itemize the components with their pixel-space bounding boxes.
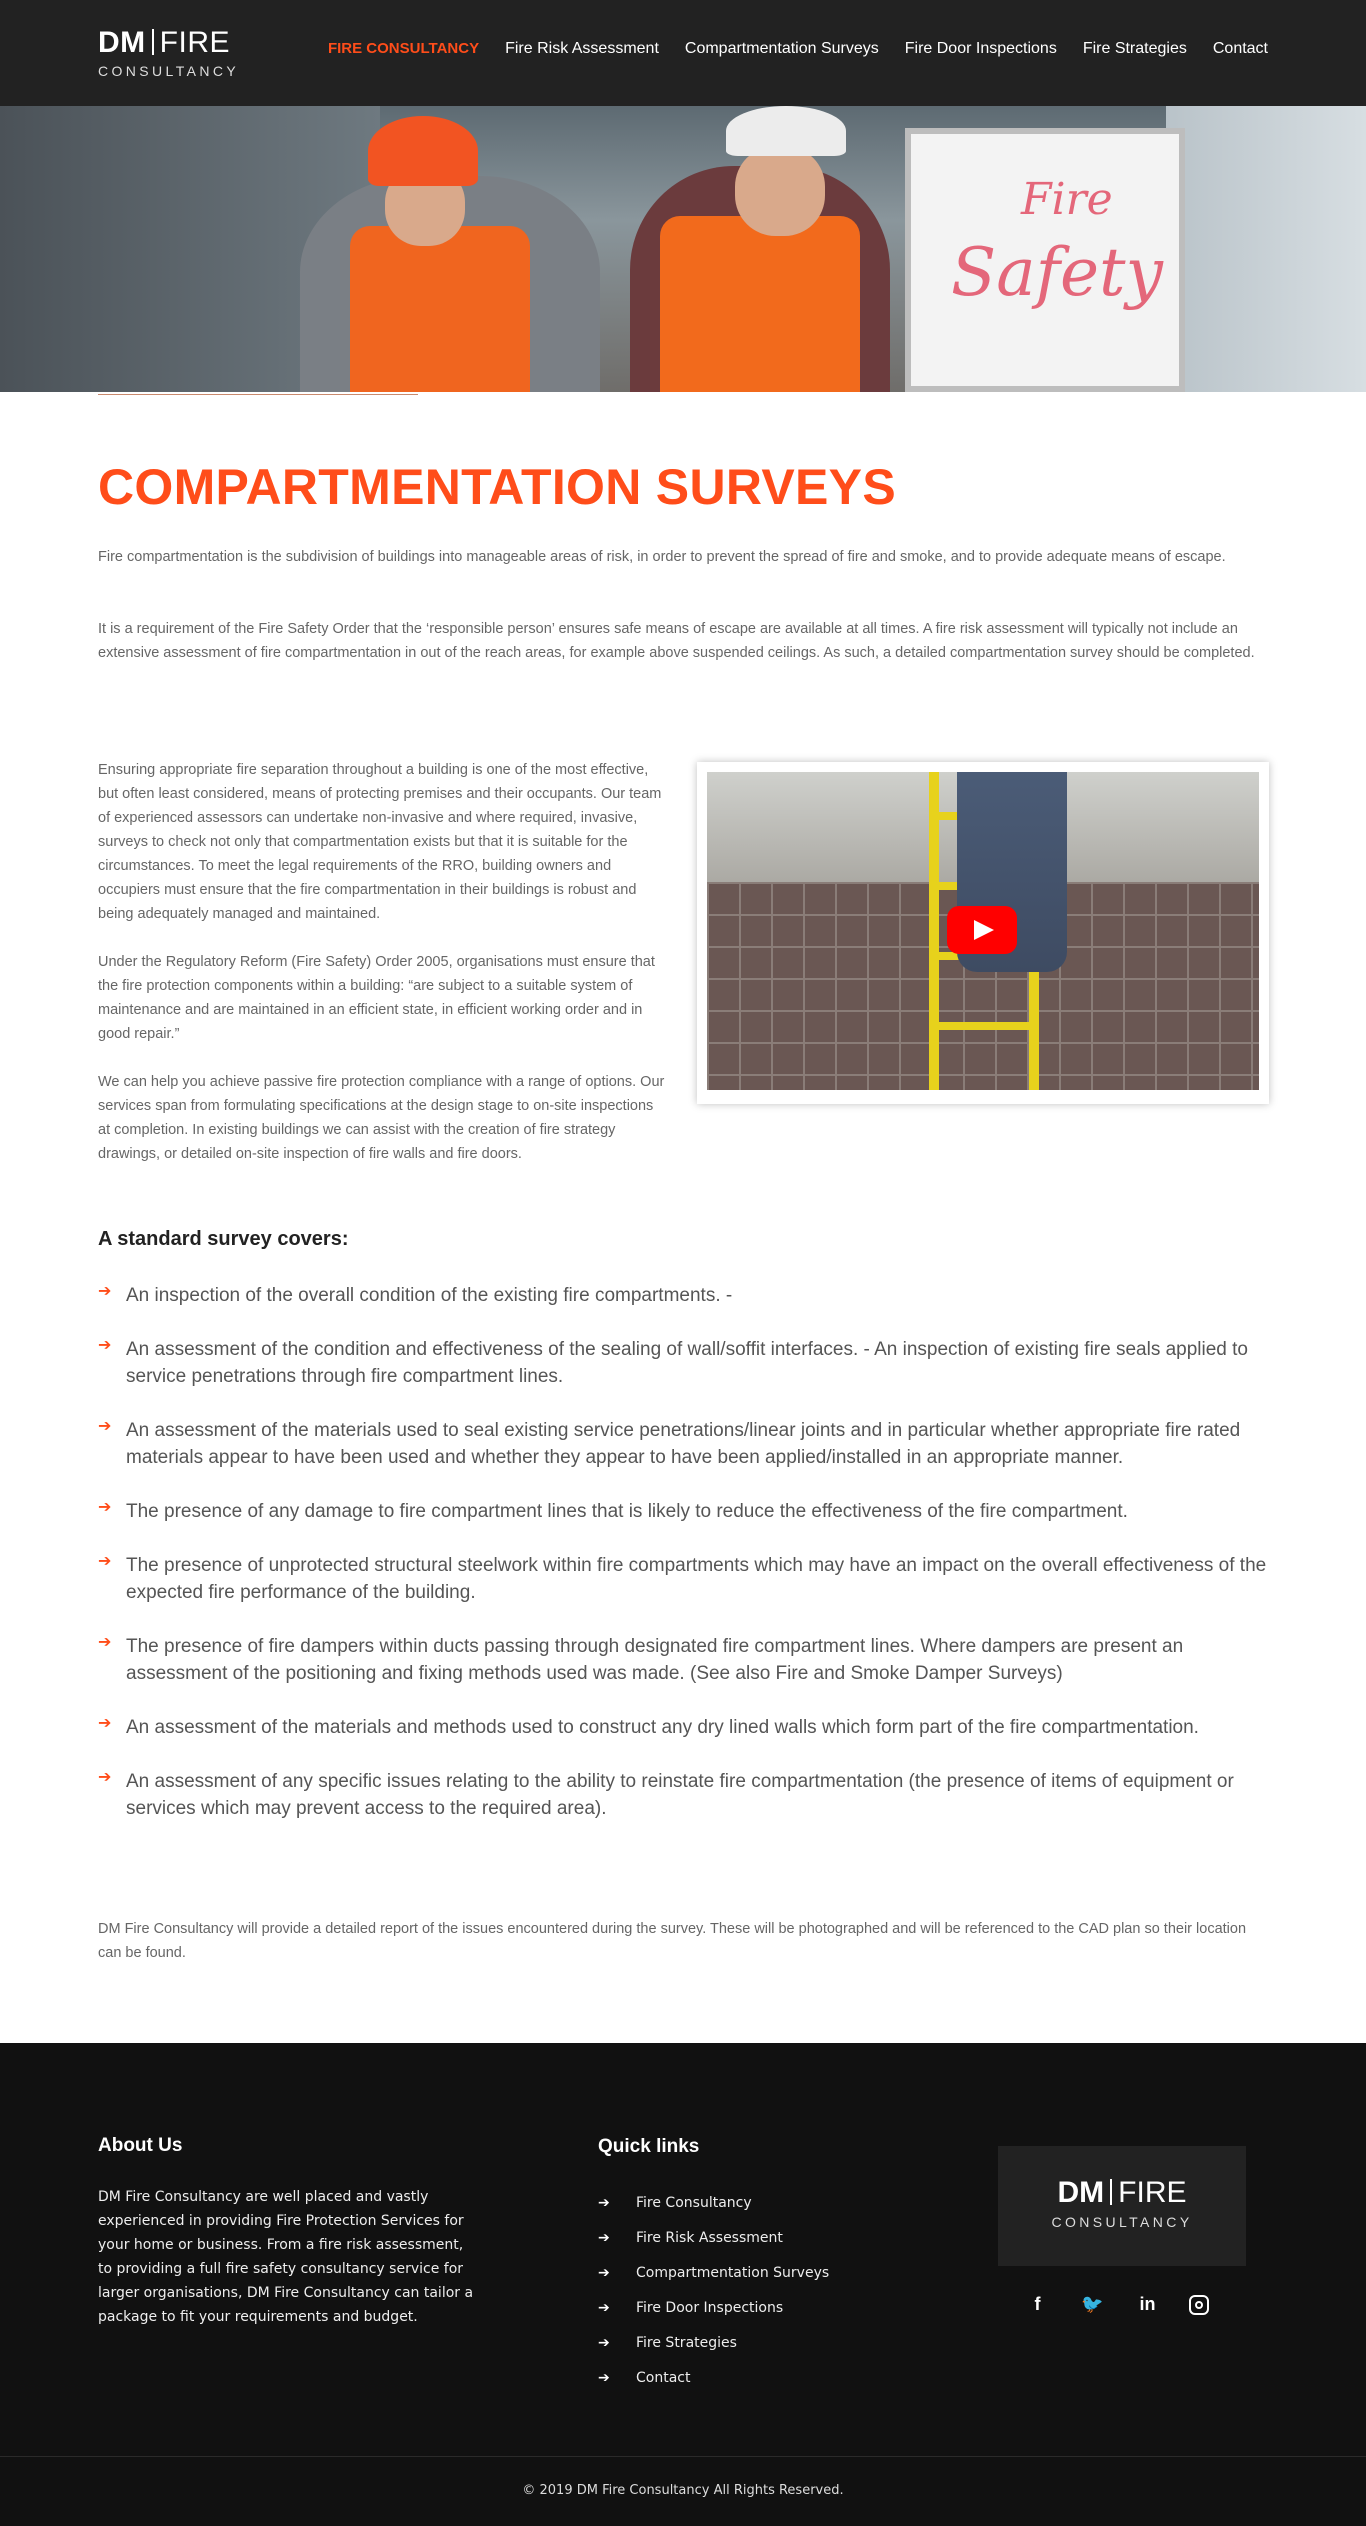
nav-fire-door-inspections[interactable]: Fire Door Inspections [904, 40, 1057, 57]
list-item: ➔ The presence of any damage to fire compartment lines that is likely to reduce the effectiveness of the fire compartment. [98, 1499, 1128, 1522]
survey-list [98, 1282, 1268, 1849]
logo-fire: FIRE [159, 26, 230, 59]
logo-sub: CONSULTANCY [98, 63, 240, 79]
arrow-right-icon: ➔ [98, 1418, 112, 1435]
whiteboard-word-1: Fire [1021, 174, 1113, 225]
intro-paragraph-1: Fire compartmentation is the subdivision of buildings into manageable areas of risk, in order to prevent the spread of fire and smoke, and to provide adequate means of escape. [98, 549, 1226, 565]
page-title: COMPARTMENTATION SURVEYS [98, 459, 896, 515]
whiteboard-word-2: Safety [951, 234, 1163, 311]
list-item: ➔ An assessment of the materials and methods used to construct any dry lined walls which form part of the fire compartmentation. [98, 1715, 1199, 1738]
about-heading: About Us [98, 2135, 183, 2156]
footer-logo-dm: DM [1057, 2176, 1105, 2209]
quick-link-compartmentation-surveys[interactable]: ➔ Compartmentation Surveys [598, 2264, 830, 2281]
intro-paragraph-2: It is a requirement of the Fire Safety Order that the ‘responsible person’ ensures safe means of escape are available at all times. A fire risk assessment will typically not include an extensive assessment of fire compartmentation in out of the reach areas, for example above suspended ceilings. As such, a detailed compartmentation survey should be completed. [98, 621, 1255, 661]
divider-line [98, 394, 418, 395]
arrow-right-icon: ➔ [598, 2264, 610, 2281]
play-icon[interactable] [947, 906, 1017, 954]
copyright: © 2019 DM Fire Consultancy All Rights Reserved. [522, 2483, 844, 2498]
site-logo[interactable] [98, 26, 239, 79]
list-item: ➔ The presence of unprotected structural steelwork within fire compartments which may have an impact on the overall effectiveness of the expected fire performance of the building. [98, 1553, 1267, 1603]
nav-fire-risk-assessment[interactable]: Fire Risk Assessment [505, 40, 659, 57]
footer-logo[interactable] [998, 2146, 1246, 2266]
arrow-right-icon: ➔ [98, 1715, 112, 1732]
quick-link-fire-strategies[interactable]: ➔ Fire Strategies [598, 2334, 737, 2351]
arrow-right-icon: ➔ [98, 1769, 112, 1786]
nav-fire-strategies[interactable]: Fire Strategies [1082, 40, 1187, 57]
list-item: ➔ An assessment of the materials used to seal existing service penetrations/linear joints and in particular whether appropriate fire rated materials appear to have been used and whether they appear to have been applied/installed in an appropriate manner. [98, 1418, 1241, 1468]
list-item: ➔ An assessment of the condition and effectiveness of the sealing of wall/soffit interfaces. - An inspection of existing fire seals applied to service penetrations through fire compartment lines. [98, 1337, 1249, 1387]
nav-contact[interactable]: Contact [1212, 40, 1268, 57]
body-paragraph-1: Ensuring appropriate fire separation throughout a building is one of the most effective, but often least considered, means of protecting premises and their occupants. Our team of experienced assessors can undertake non-invasive and where required, invasive, surveys to check not only that compartmentation exists but that it is suitable for the circumstances. To meet the legal requirements of the RRO, building owners and occupiers must ensure that the fire compartmentation in their buildings is robust and being adequately managed and maintained. [98, 762, 662, 922]
quick-links-heading: Quick links [598, 2136, 700, 2157]
list-item: ➔ An inspection of the overall condition of the existing fire compartments. - [98, 1283, 733, 1306]
quick-links [598, 2185, 829, 2395]
arrow-right-icon: ➔ [598, 2369, 610, 2386]
site-footer [0, 2043, 1366, 2526]
arrow-right-icon: ➔ [598, 2334, 610, 2351]
body-paragraph-2: Under the Regulatory Reform (Fire Safety) Order 2005, organisations must ensure that the fire protection components within a building: “are subject to a suitable system of maintenance and are maintained in an efficient state, in efficient working order and in good repair.” [98, 954, 655, 1042]
facebook-icon[interactable]: f [1034, 2294, 1041, 2314]
quick-link-fire-risk-assessment[interactable]: ➔ Fire Risk Assessment [598, 2229, 783, 2246]
instagram-icon[interactable] [1189, 2295, 1209, 2315]
footer-logo-fire: FIRE [1118, 2176, 1187, 2209]
hero-image [0, 106, 1366, 392]
body-paragraph-3: We can help you achieve passive fire protection compliance with a range of options. Our services span from formulating specifications at the design stage to on-site inspections at completion. In existing buildings we can assist with the creation of fire strategy drawings, or detailed on-site inspection of fire walls and fire doors. [98, 1074, 665, 1162]
quick-link-fire-consultancy[interactable]: ➔ Fire Consultancy [598, 2194, 752, 2211]
arrow-right-icon: ➔ [98, 1553, 112, 1570]
video-thumbnail[interactable] [707, 772, 1259, 1090]
about-text: DM Fire Consultancy are well placed and vastly experienced in providing Fire Protection Services for your home or business. From a fire risk assessment, to providing a full fire safety consultancy service for larger organisations, DM Fire Consultancy can tailor a package to fit your requirements and budget. [98, 2189, 474, 2325]
site-header [0, 0, 1366, 106]
outro-paragraph: DM Fire Consultancy will provide a detailed report of the issues encountered during the survey. These will be photographed and will be referenced to the CAD plan so their location can be found. [98, 1921, 1247, 1961]
quick-link-contact[interactable]: ➔ Contact [598, 2369, 691, 2386]
footer-divider [0, 2456, 1366, 2457]
quick-link-fire-door-inspections[interactable]: ➔ Fire Door Inspections [598, 2299, 784, 2316]
main-nav [328, 40, 1268, 58]
arrow-right-icon: ➔ [98, 1337, 112, 1354]
nav-fire-consultancy[interactable]: FIRE CONSULTANCY [327, 40, 480, 57]
nav-compartmentation-surveys[interactable]: Compartmentation Surveys [684, 40, 879, 57]
arrow-right-icon: ➔ [98, 1634, 112, 1651]
whiteboard [905, 128, 1185, 392]
survey-heading: A standard survey covers: [98, 1228, 349, 1250]
arrow-right-icon: ➔ [98, 1283, 112, 1300]
linkedin-icon[interactable]: in [1139, 2294, 1156, 2314]
arrow-right-icon: ➔ [598, 2299, 610, 2316]
logo-dm: DM [98, 26, 146, 59]
list-item: ➔ The presence of fire dampers within ducts passing through designated fire compartment lines. Where dampers are present an assessment of the positioning and fixing methods used was made. (See also Fire and Smoke Damper Surveys) [98, 1634, 1184, 1684]
video-embed[interactable] [697, 762, 1269, 1104]
list-item: ➔ An assessment of any specific issues relating to the ability to reinstate fire compartmentation (the presence of items of equipment or services which may prevent access to the required area). [98, 1769, 1234, 1819]
arrow-right-icon: ➔ [598, 2229, 610, 2246]
arrow-right-icon: ➔ [598, 2194, 610, 2211]
footer-logo-sub: CONSULTANCY [1051, 2214, 1193, 2230]
arrow-right-icon: ➔ [98, 1499, 112, 1516]
social-links [1024, 2291, 1209, 2318]
twitter-icon[interactable]: 🐦 [1081, 2294, 1104, 2314]
